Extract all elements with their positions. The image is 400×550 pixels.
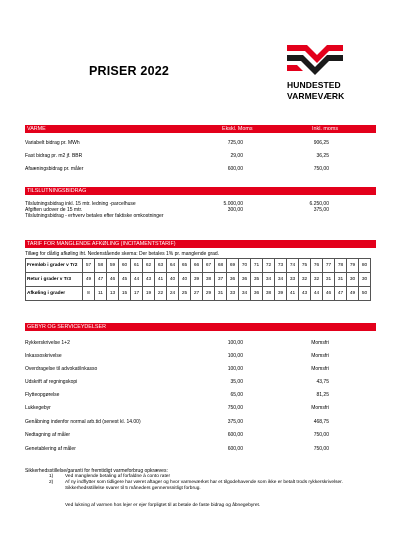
varme-row-label: Afsæningsbidrag pr. måler: [25, 166, 84, 172]
gebyr-row-label: Genetablering af måler: [25, 446, 76, 452]
gebyr-row-label: Udskrift af regningskopi: [25, 379, 78, 385]
gebyr-row-v1: 100,00: [227, 353, 243, 359]
tarif-cell: 66: [191, 259, 203, 273]
footer-closing: Ved lukning af varmen hos lejer er ejer forpligtet til at betale de faste bidrag og åbnegebyret.: [65, 503, 261, 508]
tarif-cell: 37: [215, 273, 227, 287]
tarif-cell: 15: [119, 287, 131, 301]
tarif-row: [26, 287, 371, 301]
tarif-cell: 46: [107, 273, 119, 287]
gebyr-row-v2: 750,00: [313, 446, 329, 452]
section-header-tilslutning: [25, 187, 376, 195]
tarif-row: [26, 259, 371, 273]
tarif-cell: 47: [95, 273, 107, 287]
tilslutning-row-v1: 300,00: [227, 207, 243, 213]
tarif-cell: 44: [131, 273, 143, 287]
tarif-row-label: Retur i grader v Tr3: [26, 273, 83, 287]
tarif-cell: 65: [179, 259, 191, 273]
varme-header: VARME: [27, 126, 46, 132]
footer-item-text: Ved manglende betaling af forfaldne à conto rater: [65, 474, 171, 479]
tilslutning-row-v2: 6.250,00: [309, 201, 329, 207]
gebyr-row-v2: Momsfri: [311, 366, 329, 372]
varme-row-v1: 600,00: [227, 166, 243, 172]
gebyr-row-v1: 100,00: [227, 340, 243, 346]
tarif-cell: 25: [179, 287, 191, 301]
varme-row-v1: 29,00: [230, 153, 243, 159]
gebyr-row-label: Genåbning indenfor normal arb.tid (senest kl. 14.00): [25, 419, 141, 425]
tilslutning-row-v1: 5.000,00: [223, 201, 243, 207]
tarif-cell: 60: [119, 259, 131, 273]
tarif-cell: 43: [143, 273, 155, 287]
tarif-cell: 63: [155, 259, 167, 273]
tarif-cell: 31: [335, 273, 347, 287]
tilslutning-row-label: Tilslutningsbidrag inkl. 15 mtr. ledning -parcelhuse: [25, 201, 136, 207]
gebyr-row-label: Nedtagning af måler: [25, 432, 71, 438]
tarif-cell: 11: [95, 287, 107, 301]
tarif-cell: 19: [143, 287, 155, 301]
tarif-cell: 50: [359, 287, 371, 301]
varme-row-v2: 36,25: [316, 153, 329, 159]
tarif-cell: 57: [83, 259, 95, 273]
tarif-cell: 59: [107, 259, 119, 273]
tarif-cell: 34: [263, 273, 275, 287]
tarif-cell: 35: [251, 273, 263, 287]
gebyr-row-v2: Momsfri: [311, 340, 329, 346]
footer-item-continuation: Sikkerhedsstillelse svarer til 5 måneders gennemsnitligt forbrug.: [65, 486, 201, 491]
tarif-cell: 49: [83, 273, 95, 287]
tarif-cell: 62: [143, 259, 155, 273]
tarif-cell: 80: [359, 259, 371, 273]
tilslutning-header: TILSLUTNINGSBIDRAG: [27, 188, 87, 194]
tarif-cell: 8: [83, 287, 95, 301]
footer-intro: Sikkerhedsstillelse/garanti for fremtidigt varmeforbrug opkræves:: [25, 468, 168, 474]
tarif-cell: 38: [203, 273, 215, 287]
tarif-cell: 69: [227, 259, 239, 273]
tarif-row: [26, 273, 371, 287]
tarif-cell: 46: [323, 287, 335, 301]
tarif-cell: 39: [191, 273, 203, 287]
tarif-cell: 36: [227, 273, 239, 287]
gebyr-row-v2: 468,75: [313, 419, 329, 425]
section-header-varme: [25, 125, 376, 133]
brand-name: [287, 80, 344, 102]
tarif-cell: 40: [167, 273, 179, 287]
tarif-cell: 72: [263, 259, 275, 273]
gebyr-row-v1: 750,00: [227, 405, 243, 411]
logo-icon: [285, 41, 345, 77]
tarif-cell: 79: [347, 259, 359, 273]
gebyr-row-v2: Momsfri: [311, 405, 329, 411]
tarif-cell: 27: [191, 287, 203, 301]
tarif-cell: 68: [215, 259, 227, 273]
varme-row-label: Variabelt bidrag pr. MWh: [25, 140, 80, 146]
varme-row-v2: 750,00: [313, 166, 329, 172]
tarif-cell: 64: [167, 259, 179, 273]
gebyr-row-v2: 750,00: [313, 432, 329, 438]
gebyr-row-v1: 65,00: [230, 392, 243, 398]
tarif-cell: 31: [323, 273, 335, 287]
tarif-cell: 40: [179, 273, 191, 287]
tarif-cell: 58: [95, 259, 107, 273]
gebyr-row-label: Inkassoskrivelse: [25, 353, 62, 359]
tilslutning-row-label: Afgiften udover de 15 mtr.: [25, 207, 83, 213]
gebyr-row-v1: 600,00: [227, 446, 243, 452]
gebyr-row-label: Overdragelse til advokat/inkasso: [25, 366, 98, 372]
tarif-cell: 34: [275, 273, 287, 287]
tarif-cell: 45: [119, 273, 131, 287]
tarif-cell: 17: [131, 287, 143, 301]
tarif-cell: 49: [347, 287, 359, 301]
tarif-cell: 43: [299, 287, 311, 301]
tarif-header: TARIF FOR MANGLENDE AFKØLING (INCITAMENTSTARIF): [27, 241, 176, 247]
tarif-cell: 36: [251, 287, 263, 301]
col-ex-vat: Ekskl. Moms: [222, 126, 253, 132]
tarif-cell: 29: [203, 287, 215, 301]
tarif-cell: 32: [311, 273, 323, 287]
tarif-cell: 33: [287, 273, 299, 287]
tarif-cell: 31: [215, 287, 227, 301]
gebyr-row-label: Rykkerskrivelse 1+2: [25, 340, 70, 346]
tarif-cell: 44: [311, 287, 323, 301]
varme-row-v2: 906,25: [313, 140, 329, 146]
tarif-cell: 24: [167, 287, 179, 301]
gebyr-row-label: Lukkegebyr: [25, 405, 51, 411]
section-header-tarif: [25, 240, 376, 248]
tarif-cell: 22: [155, 287, 167, 301]
tarif-cell: 32: [299, 273, 311, 287]
tarif-cell: 38: [263, 287, 275, 301]
tarif-cell: 74: [287, 259, 299, 273]
tarif-table: [25, 258, 371, 301]
section-header-gebyr: [25, 323, 376, 331]
gebyr-header: GEBYR OG SERVICEYDELSER: [27, 324, 106, 330]
tarif-cell: 13: [107, 287, 119, 301]
tarif-cell: 78: [335, 259, 347, 273]
gebyr-row-v1: 600,00: [227, 432, 243, 438]
tarif-cell: 39: [275, 287, 287, 301]
brand-line-2: VARMEVÆRK: [287, 91, 345, 101]
gebyr-row-label: Flytteopgørelse: [25, 392, 60, 398]
gebyr-row-v1: 35,00: [230, 379, 243, 385]
tarif-cell: 34: [239, 287, 251, 301]
tarif-cell: 36: [239, 273, 251, 287]
tarif-cell: 33: [227, 287, 239, 301]
tarif-cell: 47: [335, 287, 347, 301]
tilslutning-row-label: Tilslutningsbidrag - erhverv betales efter faktiske omkostninger: [25, 213, 164, 219]
varme-row-label: Fast bidrag pr. m2 jf. BBR: [25, 153, 83, 159]
footer-item-text: Af ny indflytter som tidligere har været aftager og hvor varmeværket har et tilgodehavende som ikke er betalt trods rykkerskrivelser.: [65, 480, 343, 485]
gebyr-row-v1: 375,00: [227, 419, 243, 425]
tarif-row-label: Fremløb i grader v Tr2: [26, 259, 83, 273]
tarif-cell: 75: [299, 259, 311, 273]
varme-row-v1: 725,00: [227, 140, 243, 146]
tarif-cell: 41: [155, 273, 167, 287]
tarif-cell: 30: [359, 273, 371, 287]
tarif-cell: 77: [323, 259, 335, 273]
tilslutning-row-v2: 375,00: [313, 207, 329, 213]
gebyr-row-v2: 81,25: [316, 392, 329, 398]
gebyr-row-v2: 43,75: [316, 379, 329, 385]
tarif-cell: 61: [131, 259, 143, 273]
footer-item-num: 2): [49, 480, 54, 485]
brand-line-1: HUNDESTED: [287, 80, 341, 90]
tarif-intro: Tillæg for dårlig afkøling iht. Nedenstående skema: Der betales 1% pr. manglende grad.: [25, 251, 220, 257]
col-inc-vat: Inkl. moms: [312, 126, 339, 132]
gebyr-row-v1: 100,00: [227, 366, 243, 372]
footer-item-num: 1): [49, 474, 54, 479]
tarif-cell: 76: [311, 259, 323, 273]
tarif-row-label: Afkøling i grader: [26, 287, 83, 301]
tarif-cell: 73: [275, 259, 287, 273]
tarif-cell: 41: [287, 287, 299, 301]
tarif-cell: 67: [203, 259, 215, 273]
tarif-cell: 71: [251, 259, 263, 273]
tarif-cell: 30: [347, 273, 359, 287]
gebyr-row-v2: Momsfri: [311, 353, 329, 359]
tarif-cell: 70: [239, 259, 251, 273]
page-title: PRISER 2022: [89, 64, 170, 78]
